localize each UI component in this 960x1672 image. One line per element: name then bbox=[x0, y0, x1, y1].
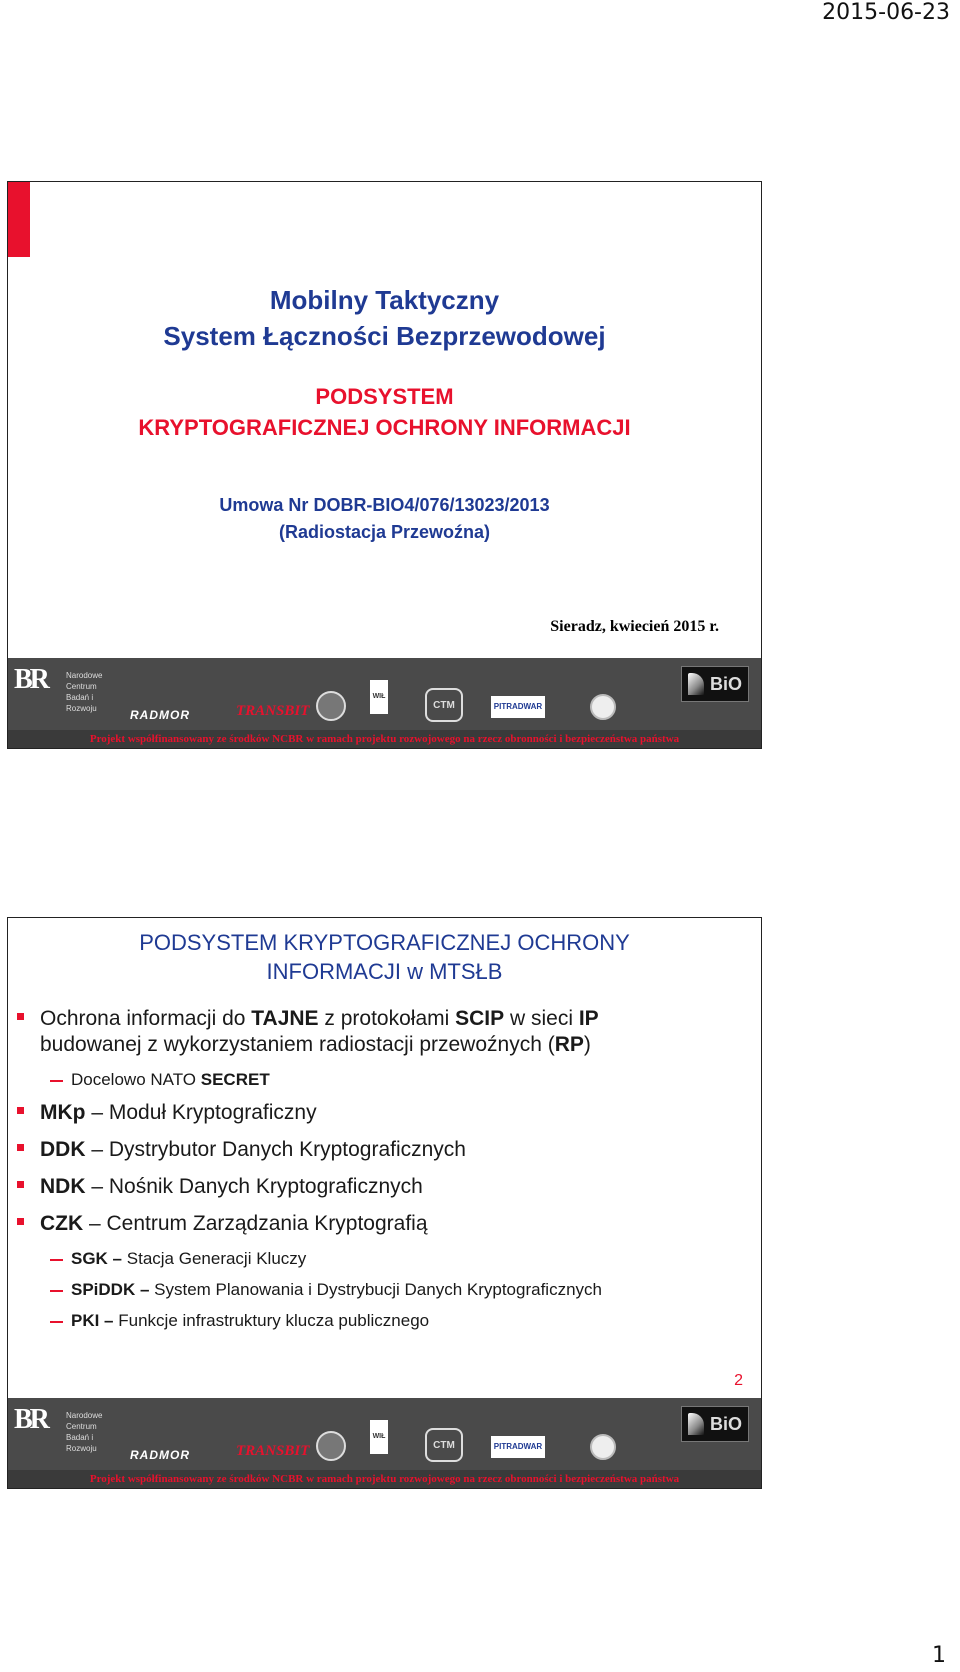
keyword: DDK bbox=[40, 1138, 86, 1161]
text: Funkcje infrastruktury klucza publicznego bbox=[113, 1311, 430, 1330]
footer-funding-note: Projekt współfinansowany ze środków NCBR w ramach projektu rozwojowego na rzecz obronności i bezpieczeństwa państwa bbox=[8, 1470, 761, 1488]
ncbr-logo bbox=[14, 664, 124, 713]
slide-subtitle bbox=[8, 381, 761, 443]
subtitle-line-1: PODSYSTEM bbox=[315, 384, 454, 409]
keyword: SCIP bbox=[455, 1007, 505, 1030]
ncbr-text bbox=[66, 1410, 124, 1454]
slide-content bbox=[7, 917, 762, 1489]
subtitle-line-2: KRYPTOGRAFICZNEJ OCHRONY INFORMACJI bbox=[138, 415, 631, 440]
radmor-logo: RADMOR bbox=[130, 1448, 190, 1462]
slide-2-title-line-2: INFORMACJI w MTSŁB bbox=[266, 959, 503, 984]
list-item bbox=[8, 1211, 761, 1237]
page-number: 1 bbox=[932, 1643, 946, 1668]
slide-title bbox=[7, 181, 762, 749]
text: w sieci bbox=[504, 1007, 579, 1030]
text: – Dystrybutor Danych Kryptograficznych bbox=[85, 1138, 466, 1161]
text: – Centrum Zarządzania Kryptografią bbox=[83, 1212, 428, 1235]
bullet-square-icon bbox=[17, 1013, 24, 1020]
pitradwar-logo: PITRADWAR bbox=[491, 696, 545, 718]
sub-list-item bbox=[8, 1279, 761, 1301]
contract-number: Umowa Nr DOBR-BIO4/076/13023/2013 bbox=[219, 495, 550, 515]
keyword: PKI – bbox=[71, 1311, 114, 1330]
bio-text: BiO bbox=[709, 1414, 742, 1434]
list-item bbox=[8, 1137, 761, 1163]
radmor-logo: RADMOR bbox=[130, 708, 190, 722]
footer-funding-note: Projekt współfinansowany ze środków NCBR w ramach projektu rozwojowego na rzecz obronności i bezpieczeństwa państwa bbox=[8, 730, 761, 748]
slide-title-heading bbox=[8, 282, 761, 354]
seal-icon bbox=[590, 1434, 616, 1460]
bullet-square-icon bbox=[17, 1144, 24, 1151]
bullet-dash-icon bbox=[50, 1321, 63, 1323]
keyword: SGK – bbox=[71, 1249, 123, 1268]
keyword: SECRET bbox=[200, 1070, 270, 1089]
seal-icon bbox=[590, 694, 616, 720]
sub-list-item bbox=[8, 1248, 761, 1270]
emblem-icon bbox=[316, 1431, 346, 1461]
bio-wing-icon bbox=[688, 673, 704, 695]
bullet-square-icon bbox=[17, 1107, 24, 1114]
text: Ochrona informacji do bbox=[40, 1007, 252, 1030]
ncbr-line-2: Badań i Rozwoju bbox=[66, 693, 97, 713]
text: – Moduł Kryptograficzny bbox=[85, 1101, 317, 1124]
text: Docelowo NATO bbox=[71, 1070, 201, 1089]
bullet-square-icon bbox=[17, 1181, 24, 1188]
slide-2-title-line-1: PODSYSTEM KRYPTOGRAFICZNEJ OCHRONY bbox=[139, 930, 630, 955]
ctm-logo: CTM bbox=[425, 1428, 463, 1462]
wil-logo: WIŁ bbox=[370, 680, 388, 714]
sub-list-item bbox=[8, 1310, 761, 1332]
ncbr-logo bbox=[14, 1404, 124, 1453]
keyword: RP bbox=[554, 1033, 584, 1056]
transbit-logo: TRANSBIT bbox=[236, 1443, 310, 1459]
text: System Planowania i Dystrybucji Danych Kryptograficznych bbox=[149, 1280, 602, 1299]
list-item bbox=[8, 1100, 761, 1126]
ncbr-line-2: Badań i Rozwoju bbox=[66, 1433, 97, 1453]
title-line-1: Mobilny Taktyczny bbox=[269, 285, 500, 315]
bio-logo bbox=[681, 666, 749, 702]
emblem-icon bbox=[316, 691, 346, 721]
keyword: SPiDDK – bbox=[71, 1280, 150, 1299]
ncbr-line-1: Narodowe Centrum bbox=[66, 671, 103, 691]
sub-list-item bbox=[8, 1069, 761, 1091]
bullet-dash-icon bbox=[50, 1080, 63, 1082]
bullet-list bbox=[8, 1006, 761, 1341]
bullet-square-icon bbox=[17, 1218, 24, 1225]
text: z protokołami bbox=[318, 1007, 456, 1030]
ncbr-letters: BR bbox=[14, 1404, 47, 1435]
ctm-logo: CTM bbox=[425, 688, 463, 722]
text: ) bbox=[583, 1033, 591, 1056]
page-date: 2015-06-23 bbox=[822, 0, 950, 25]
wil-logo: WIŁ bbox=[370, 1420, 388, 1454]
title-line-2: System Łączności Bezprzewodowej bbox=[163, 321, 606, 351]
contract-info bbox=[8, 492, 761, 546]
bio-text: BiO bbox=[709, 674, 742, 694]
slide-footer bbox=[8, 658, 761, 748]
list-item bbox=[8, 1174, 761, 1200]
text: Stacja Generacji Kluczy bbox=[122, 1249, 307, 1268]
text: budowanej z wykorzystaniem radiostacji przewoźnych ( bbox=[40, 1033, 555, 1056]
ncbr-letters: BR bbox=[14, 664, 47, 695]
text: – Nośnik Danych Kryptograficznych bbox=[85, 1175, 423, 1198]
bio-logo bbox=[681, 1406, 749, 1442]
keyword: MKp bbox=[40, 1101, 86, 1124]
list-item bbox=[8, 1006, 761, 1058]
keyword: TAJNE bbox=[251, 1007, 319, 1030]
ncbr-line-1: Narodowe Centrum bbox=[66, 1411, 103, 1431]
bio-wing-icon bbox=[688, 1413, 704, 1435]
keyword: CZK bbox=[40, 1212, 84, 1235]
bullet-dash-icon bbox=[50, 1290, 63, 1292]
pitradwar-logo: PITRADWAR bbox=[491, 1436, 545, 1458]
red-accent-tab bbox=[8, 182, 30, 257]
place-date: Sieradz, kwiecień 2015 r. bbox=[550, 618, 719, 635]
slide-page-number: 2 bbox=[734, 1372, 743, 1389]
keyword: NDK bbox=[40, 1175, 86, 1198]
slide-footer bbox=[8, 1398, 761, 1488]
keyword: IP bbox=[578, 1007, 599, 1030]
transbit-logo: TRANSBIT bbox=[236, 703, 310, 719]
contract-subject: (Radiostacja Przewoźna) bbox=[278, 522, 491, 542]
bullet-dash-icon bbox=[50, 1259, 63, 1261]
slide-2-title bbox=[8, 928, 761, 986]
ncbr-text bbox=[66, 670, 124, 714]
